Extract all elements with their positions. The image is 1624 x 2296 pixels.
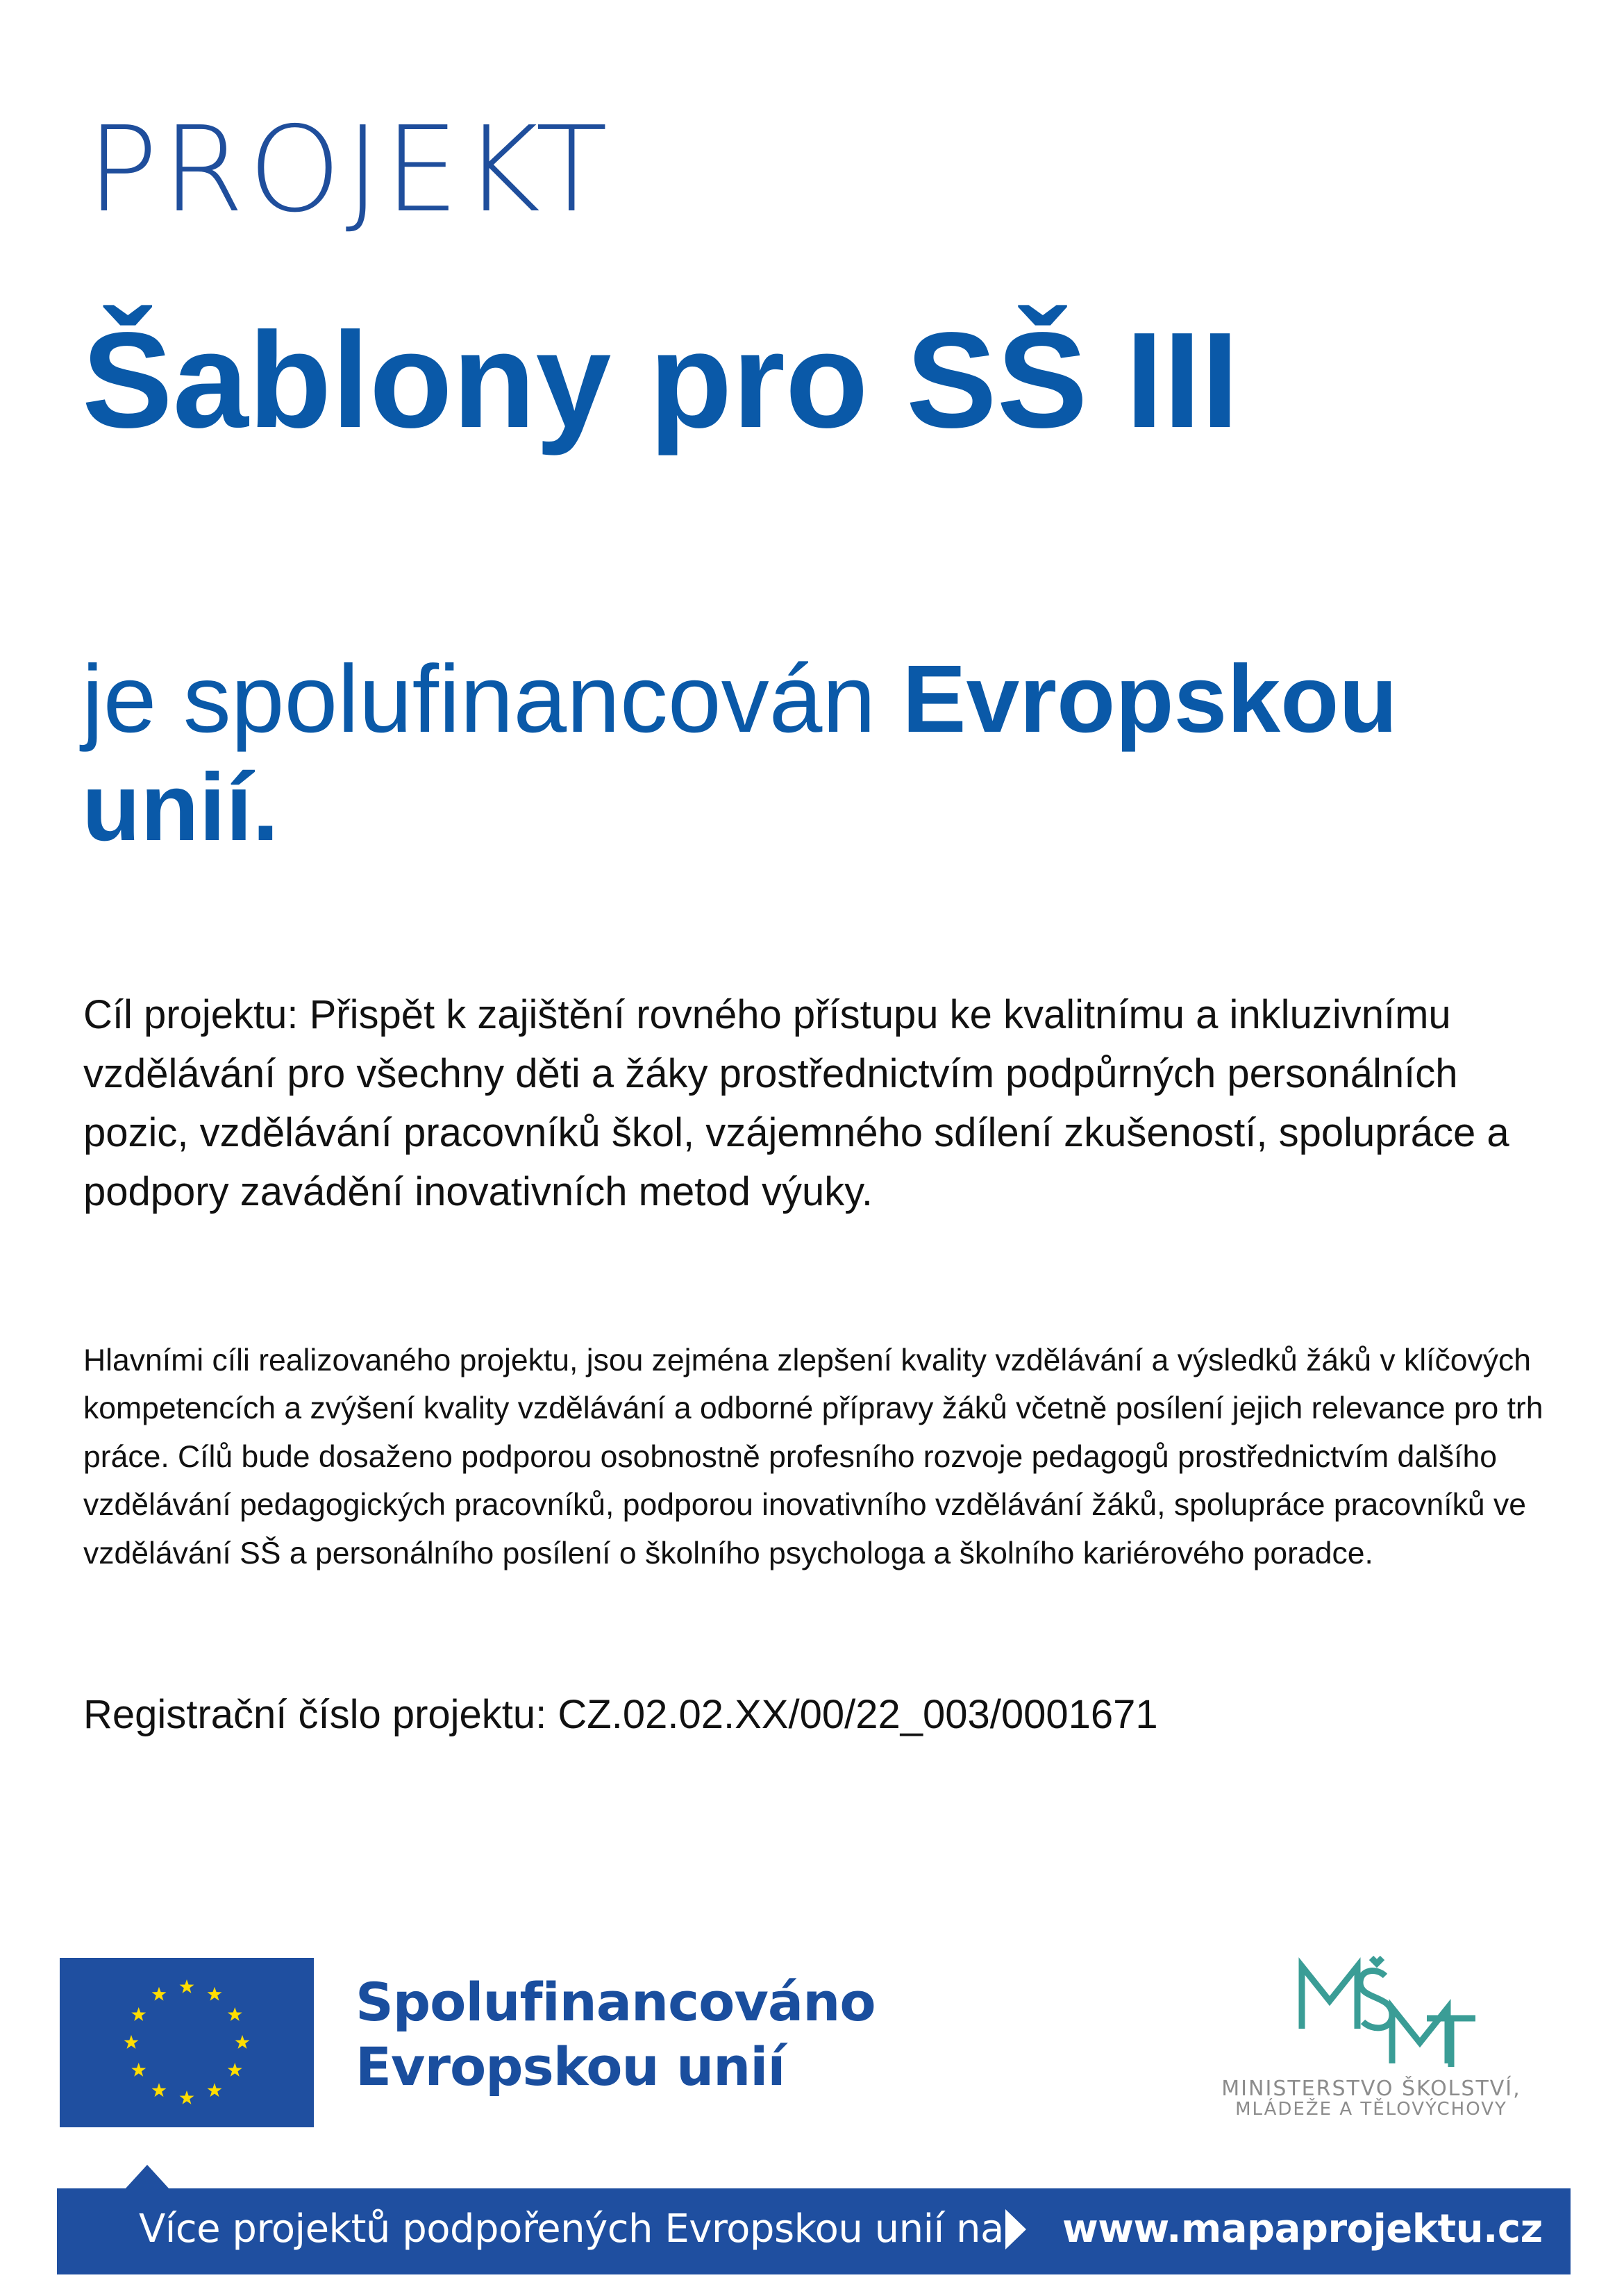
eu-flag-icon — [60, 1958, 314, 2127]
banner-text: Více projektů podpořených Evropskou unií na — [139, 2206, 1004, 2252]
eu-star-icon — [235, 2035, 250, 2049]
eu-star-icon — [131, 2063, 146, 2077]
cofinance-statement — [82, 646, 1540, 862]
arrow-right-icon — [1001, 2208, 1029, 2251]
project-description: Hlavními cíli realizovaného projektu, jsou zejména zlepšení kvality vzdělávání a výsledků žáků v klíčových kompetencích a zvýšení kvality vzdělávání a odborné přípravy žáků včetně posílení jejich relevance pro trh práce. Cílů bude dosaženo podporou osobnostně profesního rozvoje pedagogů prostřednictvím dalšího vzdělávání pedagogických pracovníků, podporou inovativního vzdělávání žáků, spolupráce pracovníků ve vzdělávání SŠ a personálního posílení o školního psychologa a školního kariérového poradce. — [83, 1343, 1543, 1570]
eu-star-icon — [152, 2083, 167, 2097]
eu-star-icon — [152, 1987, 167, 2001]
project-goal: Cíl projektu: Přispět k zajištění rovného přístupu ke kvalitnímu a inkluzivnímu vzdělávání pro všechny děti a žáky prostřednictvím podpůrných personálních pozic, vzdělávání pracovníků škol, vzájemného sdílení zkušeností, spolupráce a podpory zavádění inovativních metod výuky. — [83, 992, 1509, 1214]
page-title: Šablony pro SŠ III — [82, 304, 1239, 456]
eu-star-icon — [131, 2007, 146, 2021]
eu-star-icon — [180, 1979, 194, 1993]
ministry-name-line-2: MLÁDEŽE A TĚLOVÝCHOVY — [1235, 2098, 1507, 2120]
cofinance-prefix: je spolufinancován — [82, 646, 903, 753]
msmt-logo-icon — [1288, 1952, 1482, 2091]
eu-star-icon — [180, 2090, 194, 2104]
registration-number: Registrační číslo projektu: CZ.02.02.XX/00/22_003/0001671 — [83, 1692, 1158, 1737]
project-label: PROJEKT — [87, 101, 612, 239]
eu-star-icon — [208, 2083, 222, 2097]
eu-cofinance-logo-text — [355, 1970, 876, 2099]
ministry-name — [1173, 2078, 1569, 2119]
eu-logo-line-2: Evropskou unií — [355, 2035, 785, 2097]
eu-star-icon — [228, 2063, 242, 2077]
eu-star-icon — [208, 1987, 222, 2001]
eu-star-icon — [124, 2035, 139, 2049]
ministry-name-line-1: MINISTERSTVO ŠKOLSTVÍ, — [1221, 2077, 1521, 2101]
banner-url-link[interactable]: www.mapaprojektu.cz — [1062, 2206, 1543, 2252]
eu-logo-line-1: Spolufinancováno — [355, 1971, 876, 2033]
cofinance-emphasis: Evropskou unií. — [82, 646, 1398, 861]
eu-star-icon — [228, 2007, 242, 2021]
